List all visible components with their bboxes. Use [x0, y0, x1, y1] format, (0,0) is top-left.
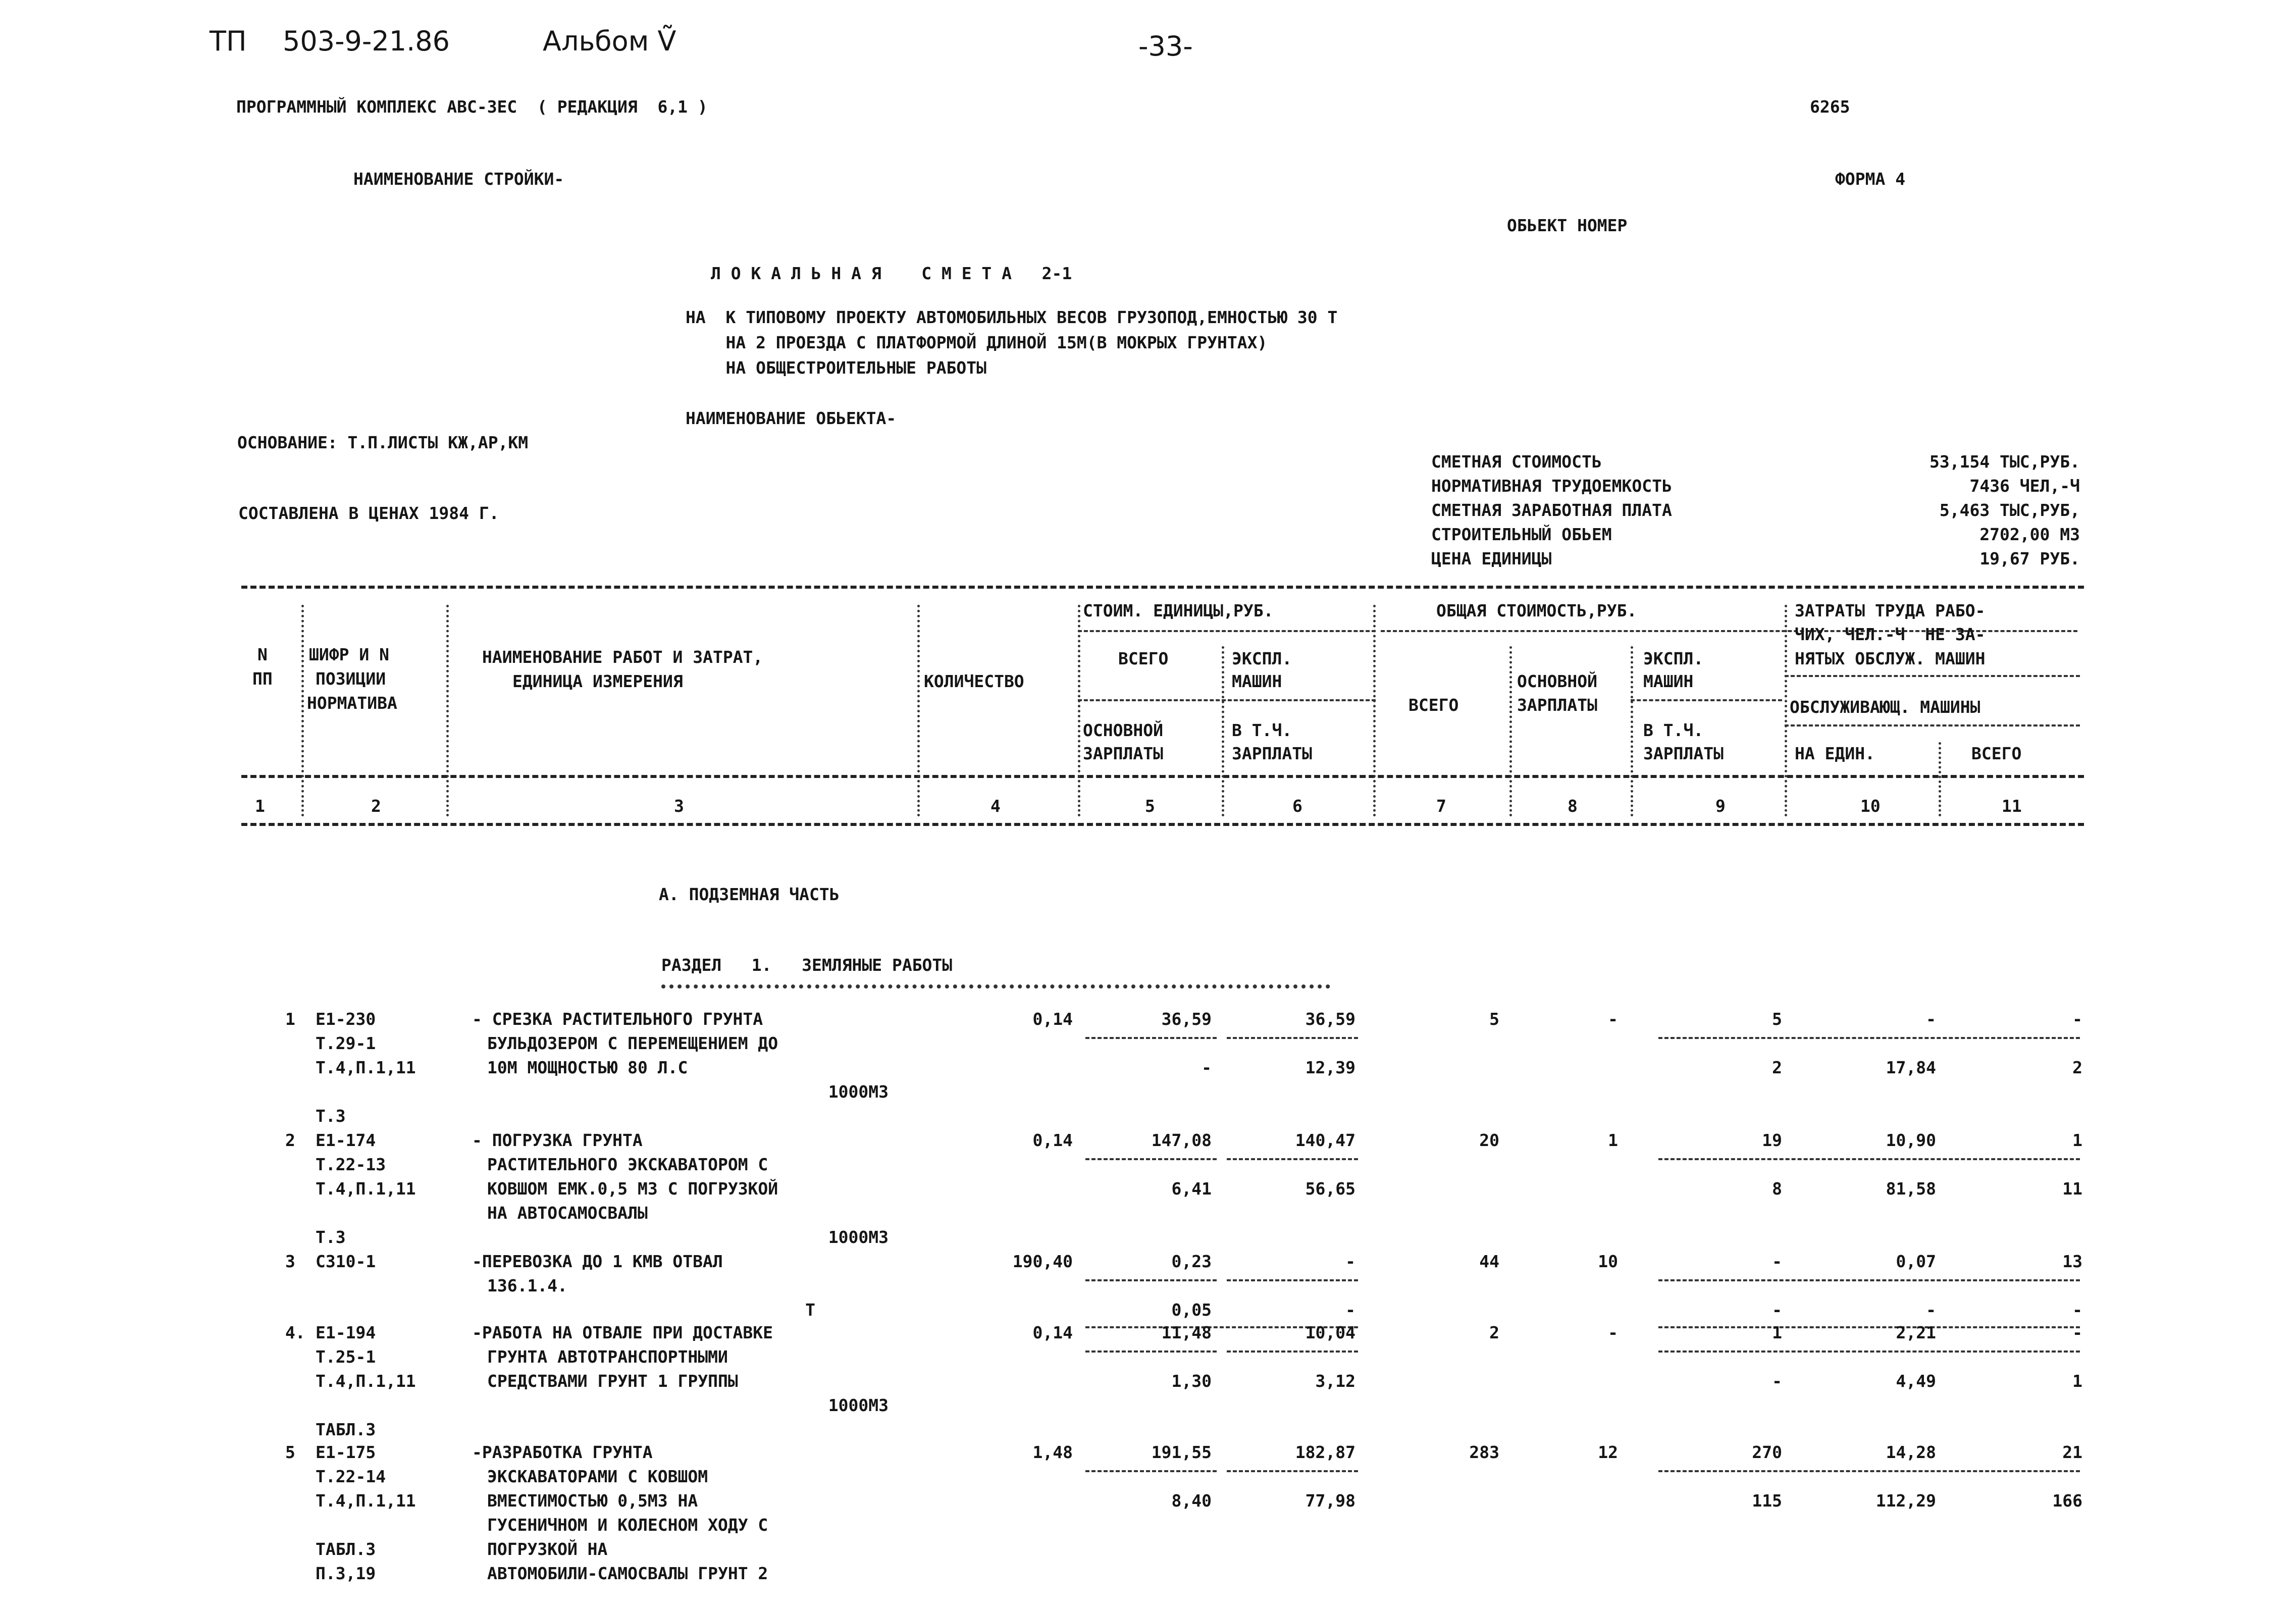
row-code: Т.3: [316, 1106, 346, 1126]
header-col5: ВСЕГО: [1118, 649, 1169, 668]
cell-divider: [1085, 1351, 1217, 1353]
row-description: БУЛЬДОЗЕРОМ С ПЕРЕМЕЩЕНИЕМ ДО: [487, 1033, 778, 1053]
cell-col9: -: [1772, 1371, 1782, 1391]
cell-col10: 112,29: [1875, 1491, 1936, 1511]
cell-col10: 2,21: [1896, 1323, 1936, 1342]
cell-col11: 11: [2062, 1179, 2082, 1199]
section-title-underline: [661, 984, 1330, 989]
summary-value: 53,154 ТЫС,РУБ.: [1929, 452, 2080, 472]
table-rule-header-bottom: [241, 775, 2084, 778]
cell-col9: 115: [1752, 1491, 1782, 1511]
cell-divider: [1658, 1351, 2080, 1353]
row-description: -РАЗРАБОТКА ГРУНТА: [472, 1442, 653, 1462]
cell-col5: 147,08: [1151, 1130, 1212, 1150]
row-code: Т.29-1: [316, 1033, 376, 1053]
header-col6: В Т.Ч.: [1232, 720, 1292, 740]
header-subrule: [1078, 699, 1376, 701]
prices-year: СОСТАВЛЕНА В ЦЕНАХ 1984 Г.: [238, 503, 499, 523]
hand-project-code: 503-9-21.86: [283, 25, 450, 57]
cell-col5: 11,48: [1161, 1323, 1212, 1342]
cell-divider: [1227, 1037, 1358, 1039]
header-col5: ЗАРПЛАТЫ: [1083, 744, 1163, 763]
cell-col6: 36,59: [1305, 1009, 1355, 1029]
column-number: 3: [674, 796, 684, 816]
cell-col10: -: [1926, 1300, 1936, 1320]
header-col2: НОРМАТИВА: [307, 693, 397, 713]
summary-value: 5,463 ТЫС,РУБ,: [1939, 500, 2080, 520]
row-number: 2: [285, 1130, 295, 1150]
subtitle-line-1: НА К ТИПОВОМУ ПРОЕКТУ АВТОМОБИЛЬНЫХ ВЕСОВ ГРУЗОПОД,ЕМНОСТЬЮ 30 Т: [686, 307, 1338, 327]
column-number: 9: [1715, 796, 1726, 816]
summary-label: НОРМАТИВНАЯ ТРУДОЕМКОСТЬ: [1431, 476, 1672, 496]
row-quantity: 0,14: [1032, 1130, 1073, 1150]
cell-col7: 283: [1469, 1442, 1499, 1462]
column-divider: [1373, 605, 1376, 793]
header-col3: НАИМЕНОВАНИЕ РАБОТ И ЗАТРАТ,: [482, 647, 763, 667]
cell-col7: 44: [1479, 1252, 1499, 1271]
header-col5: ОСНОВНОЙ: [1083, 720, 1163, 740]
row-code: ТАБЛ.3: [316, 1420, 376, 1439]
header-col1: ПП: [252, 669, 273, 689]
row-code: ТАБЛ.3: [316, 1539, 376, 1559]
row-unit: Т: [805, 1300, 815, 1320]
column-number: 1: [255, 796, 265, 816]
row-code: Т.4,П.1,11: [316, 1491, 416, 1511]
column-divider: [1509, 795, 1512, 816]
header-col9: ЭКСПЛ.: [1643, 649, 1704, 668]
cell-divider: [1227, 1351, 1358, 1353]
program-line: ПРОГРАММНЫЙ КОМПЛЕКС АВС-ЗЕС ( РЕДАКЦИЯ 6,1 ): [236, 97, 708, 117]
cell-col10: 81,58: [1886, 1179, 1936, 1199]
cell-col9: 19: [1762, 1130, 1782, 1150]
header-labor: НЯТЫХ ОБСЛУЖ. МАШИН: [1795, 649, 1986, 668]
summary-label: СМЕТНАЯ СТОИМОСТЬ: [1431, 452, 1602, 472]
column-divider: [301, 605, 304, 793]
column-divider: [1785, 605, 1787, 793]
cell-col5: 1,30: [1171, 1371, 1212, 1391]
row-description: ВМЕСТИМОСТЬЮ 0,5М3 НА: [487, 1491, 698, 1511]
form-label: ФОРМА 4: [1835, 169, 1906, 189]
row-code: Е1-175: [316, 1442, 376, 1462]
row-description: -ПЕРЕВОЗКА ДО 1 КМВ ОТВАЛ: [472, 1252, 723, 1271]
page-number: -33-: [1138, 30, 1193, 62]
column-divider: [1631, 795, 1633, 816]
summary-value: 2702,00 М3: [1979, 525, 2080, 544]
row-quantity: 0,14: [1032, 1323, 1073, 1342]
column-number: 11: [2002, 796, 2022, 816]
column-divider: [1509, 646, 1512, 793]
header-col11: ВСЕГО: [1971, 744, 2022, 763]
header-col3: ЕДИНИЦА ИЗМЕРЕНИЯ: [512, 671, 683, 691]
summary-value: 7436 ЧЕЛ,-Ч: [1969, 476, 2080, 496]
cell-col6: 77,98: [1305, 1491, 1355, 1511]
header-subrule: [1631, 699, 1782, 701]
object-number-label: ОБЬЕКТ НОМЕР: [1507, 216, 1628, 235]
header-col9: ЗАРПЛАТЫ: [1643, 744, 1724, 763]
cell-divider: [1085, 1158, 1217, 1160]
column-divider: [1078, 605, 1080, 793]
cell-divider: [1085, 1470, 1217, 1472]
cell-col6: -: [1345, 1252, 1355, 1271]
cell-col10: 14,28: [1886, 1442, 1936, 1462]
row-description: АВТОМОБИЛИ-САМОСВАЛЫ ГРУНТ 2: [487, 1564, 768, 1583]
cell-col9: 1: [1772, 1323, 1782, 1342]
estimate-title: Л О К А Л Ь Н А Я С М Е Т А 2-1: [711, 264, 1072, 283]
construction-label: НАИМЕНОВАНИЕ СТРОЙКИ-: [353, 169, 564, 189]
row-description: КОВШОМ ЕМК.0,5 М3 С ПОГРУЗКОЙ: [487, 1179, 778, 1199]
section-part: А. ПОДЗЕМНАЯ ЧАСТЬ: [659, 885, 840, 904]
cell-col5: 8,40: [1171, 1491, 1212, 1511]
cell-col11: -: [2072, 1009, 2082, 1029]
cell-divider: [1658, 1037, 2080, 1039]
doc-number: 6265: [1810, 97, 1850, 117]
cell-col8: 12: [1598, 1442, 1618, 1462]
cell-divider: [1227, 1470, 1358, 1472]
column-number: 6: [1292, 796, 1302, 816]
header-unit-cost: СТОИМ. ЕДИНИЦЫ,РУБ.: [1083, 601, 1274, 620]
summary-label: СМЕТНАЯ ЗАРАБОТНАЯ ПЛАТА: [1431, 500, 1672, 520]
cell-col10: 4,49: [1896, 1371, 1936, 1391]
header-col2: ПОЗИЦИИ: [316, 669, 386, 689]
row-code: Т.4,П.1,11: [316, 1179, 416, 1199]
cell-col10: 17,84: [1886, 1058, 1936, 1077]
cell-divider: [1227, 1279, 1358, 1281]
row-number: 4.: [285, 1323, 305, 1342]
object-name-label: НАИМЕНОВАНИЕ ОБЬЕКТА-: [686, 408, 897, 428]
column-divider: [301, 795, 304, 816]
column-divider: [1078, 795, 1080, 816]
cell-col6: 140,47: [1295, 1130, 1355, 1150]
cell-col10: 0,07: [1896, 1252, 1936, 1271]
row-code: Т.3: [316, 1227, 346, 1247]
row-description: НА АВТОСАМОСВАЛЫ: [487, 1203, 648, 1223]
cell-col11: 13: [2062, 1252, 2082, 1271]
header-subrule: [1785, 675, 2080, 677]
summary-label: СТРОИТЕЛЬНЫЙ ОБЬЕМ: [1431, 525, 1612, 544]
column-divider: [446, 795, 449, 816]
column-number: 4: [990, 796, 1001, 816]
cell-col5: -: [1202, 1058, 1212, 1077]
cell-col8: 1: [1608, 1130, 1618, 1150]
column-divider: [446, 605, 449, 793]
header-col8: ЗАРПЛАТЫ: [1517, 695, 1597, 715]
row-unit: 1000М3: [828, 1227, 889, 1247]
cell-col10: 10,90: [1886, 1130, 1936, 1150]
subtitle-line-3: НА ОБЩЕСТРОИТЕЛЬНЫЕ РАБОТЫ: [686, 358, 987, 378]
header-total-cost: ОБЩАЯ СТОИМОСТЬ,РУБ.: [1436, 601, 1637, 620]
row-quantity: 1,48: [1032, 1442, 1073, 1462]
column-number: 5: [1145, 796, 1155, 816]
row-unit: 1000М3: [828, 1395, 889, 1415]
cell-col5: 36,59: [1161, 1009, 1212, 1029]
header-col1: N: [257, 645, 268, 664]
header-col8: ОСНОВНОЙ: [1517, 671, 1597, 691]
header-col10: НА ЕДИН.: [1795, 744, 1875, 763]
cell-divider: [1658, 1470, 2080, 1472]
cell-col8: -: [1608, 1009, 1618, 1029]
cell-col9: 5: [1772, 1009, 1782, 1029]
header-col2: ШИФР И N: [309, 645, 389, 664]
cell-col6: 3,12: [1315, 1371, 1355, 1391]
hand-tp: ТП: [210, 25, 247, 57]
cell-col5: 0,05: [1171, 1300, 1212, 1320]
header-col9: МАШИН: [1643, 671, 1694, 691]
column-divider: [1939, 795, 1941, 816]
row-description: 136.1.4.: [487, 1276, 567, 1295]
row-code: Т.4,П.1,11: [316, 1058, 416, 1077]
column-divider: [1222, 646, 1224, 793]
cell-divider: [1085, 1279, 1217, 1281]
column-number: 7: [1436, 796, 1446, 816]
row-code: Т.4,П.1,11: [316, 1371, 416, 1391]
subtitle-line-2: НА 2 ПРОЕЗДА С ПЛАТФОРМОЙ ДЛИНОЙ 15М(В МОКРЫХ ГРУНТАХ): [686, 333, 1268, 352]
cell-col5: 6,41: [1171, 1179, 1212, 1199]
header-labor: ЧИХ, ЧЕЛ.-Ч НЕ ЗА-: [1795, 625, 1986, 644]
cell-col11: 2: [2072, 1058, 2082, 1077]
cell-col8: 10: [1598, 1252, 1618, 1271]
cell-col11: 21: [2062, 1442, 2082, 1462]
header-subrule: [1785, 724, 2080, 726]
column-divider: [1222, 795, 1224, 816]
column-divider: [917, 605, 920, 793]
cell-col10: -: [1926, 1009, 1936, 1029]
basis: ОСНОВАНИЕ: Т.П.ЛИСТЫ КЖ,АР,КМ: [237, 433, 529, 452]
cell-col6: -: [1345, 1300, 1355, 1320]
cell-col11: 1: [2072, 1371, 2082, 1391]
header-col4: КОЛИЧЕСТВО: [924, 671, 1024, 691]
row-description: 10М МОЩНОСТЬЮ 80 Л.С: [487, 1058, 688, 1077]
cell-col7: 2: [1489, 1323, 1499, 1342]
cell-col11: 166: [2052, 1491, 2082, 1511]
header-col7: ВСЕГО: [1408, 695, 1459, 715]
row-code: Т.22-13: [316, 1155, 386, 1174]
cell-col6: 12,39: [1305, 1058, 1355, 1077]
row-quantity: 0,14: [1032, 1009, 1073, 1029]
row-description: - ПОГРУЗКА ГРУНТА: [472, 1130, 643, 1150]
cell-divider: [1227, 1158, 1358, 1160]
row-code: Е1-230: [316, 1009, 376, 1029]
cell-col11: 1: [2072, 1130, 2082, 1150]
row-code: П.3,19: [316, 1564, 376, 1583]
row-code: С310-1: [316, 1252, 376, 1271]
column-number: 10: [1860, 796, 1881, 816]
cell-divider: [1658, 1279, 2080, 1281]
row-code: Е1-174: [316, 1130, 376, 1150]
header-col6: ЗАРПЛАТЫ: [1232, 744, 1312, 763]
table-rule-numbers-bottom: [241, 823, 2084, 826]
row-description: ЭКСКАВАТОРАМИ С КОВШОМ: [487, 1467, 708, 1486]
column-number: 8: [1568, 796, 1578, 816]
row-description: РАСТИТЕЛЬНОГО ЭКСКАВАТОРОМ С: [487, 1155, 768, 1174]
section-title: РАЗДЕЛ 1. ЗЕМЛЯНЫЕ РАБОТЫ: [661, 955, 953, 975]
cell-col9: 270: [1752, 1442, 1782, 1462]
column-divider: [1373, 795, 1376, 816]
row-number: 3: [285, 1252, 295, 1271]
cell-divider: [1658, 1158, 2080, 1160]
row-unit: 1000М3: [828, 1082, 889, 1102]
header-col6: МАШИН: [1232, 671, 1282, 691]
column-divider: [1631, 646, 1633, 793]
row-code: Т.22-14: [316, 1467, 386, 1486]
cell-col6: 182,87: [1295, 1442, 1355, 1462]
summary-label: ЦЕНА ЕДИНИЦЫ: [1431, 549, 1552, 568]
cell-col9: -: [1772, 1300, 1782, 1320]
cell-col7: 5: [1489, 1009, 1499, 1029]
header-col9: В Т.Ч.: [1643, 720, 1704, 740]
column-divider: [1785, 795, 1787, 816]
column-divider: [917, 795, 920, 816]
cell-col5: 191,55: [1151, 1442, 1212, 1462]
cell-col9: -: [1772, 1252, 1782, 1271]
header-labor: ЗАТРАТЫ ТРУДА РАБО-: [1795, 601, 1986, 620]
row-number: 5: [285, 1442, 295, 1462]
row-description: - СРЕЗКА РАСТИТЕЛЬНОГО ГРУНТА: [472, 1009, 763, 1029]
hand-album: Альбом Ṽ: [543, 25, 676, 57]
row-description: -РАБОТА НА ОТВАЛЕ ПРИ ДОСТАВКЕ: [472, 1323, 773, 1342]
header-col6: ЭКСПЛ.: [1232, 649, 1292, 668]
row-description: ГРУНТА АВТОТРАНСПОРТНЫМИ: [487, 1347, 728, 1367]
cell-col8: -: [1608, 1323, 1618, 1342]
row-number: 1: [285, 1009, 295, 1029]
cell-col7: 20: [1479, 1130, 1499, 1150]
header-subrule: [1078, 630, 1376, 632]
summary-value: 19,67 РУБ.: [1979, 549, 2080, 568]
column-divider: [1939, 742, 1941, 793]
cell-col9: 8: [1772, 1179, 1782, 1199]
cell-col6: 10,04: [1305, 1323, 1355, 1342]
column-number: 2: [371, 796, 381, 816]
cell-divider: [1085, 1037, 1217, 1039]
cell-col11: -: [2072, 1300, 2082, 1320]
row-description: ПОГРУЗКОЙ НА: [487, 1539, 608, 1559]
table-rule-top: [241, 586, 2084, 589]
header-labor-sub: ОБСЛУЖИВАЮЩ. МАШИНЫ: [1790, 697, 1980, 717]
cell-col5: 0,23: [1171, 1252, 1212, 1271]
row-description: ГУСЕНИЧНОМ И КОЛЕСНОМ ХОДУ С: [487, 1515, 768, 1535]
cell-col9: 2: [1772, 1058, 1782, 1077]
cell-col11: -: [2072, 1323, 2082, 1342]
row-description: СРЕДСТВАМИ ГРУНТ 1 ГРУППЫ: [487, 1371, 738, 1391]
row-code: Т.25-1: [316, 1347, 376, 1367]
row-quantity: 190,40: [1012, 1252, 1073, 1271]
row-code: Е1-194: [316, 1323, 376, 1342]
cell-col6: 56,65: [1305, 1179, 1355, 1199]
